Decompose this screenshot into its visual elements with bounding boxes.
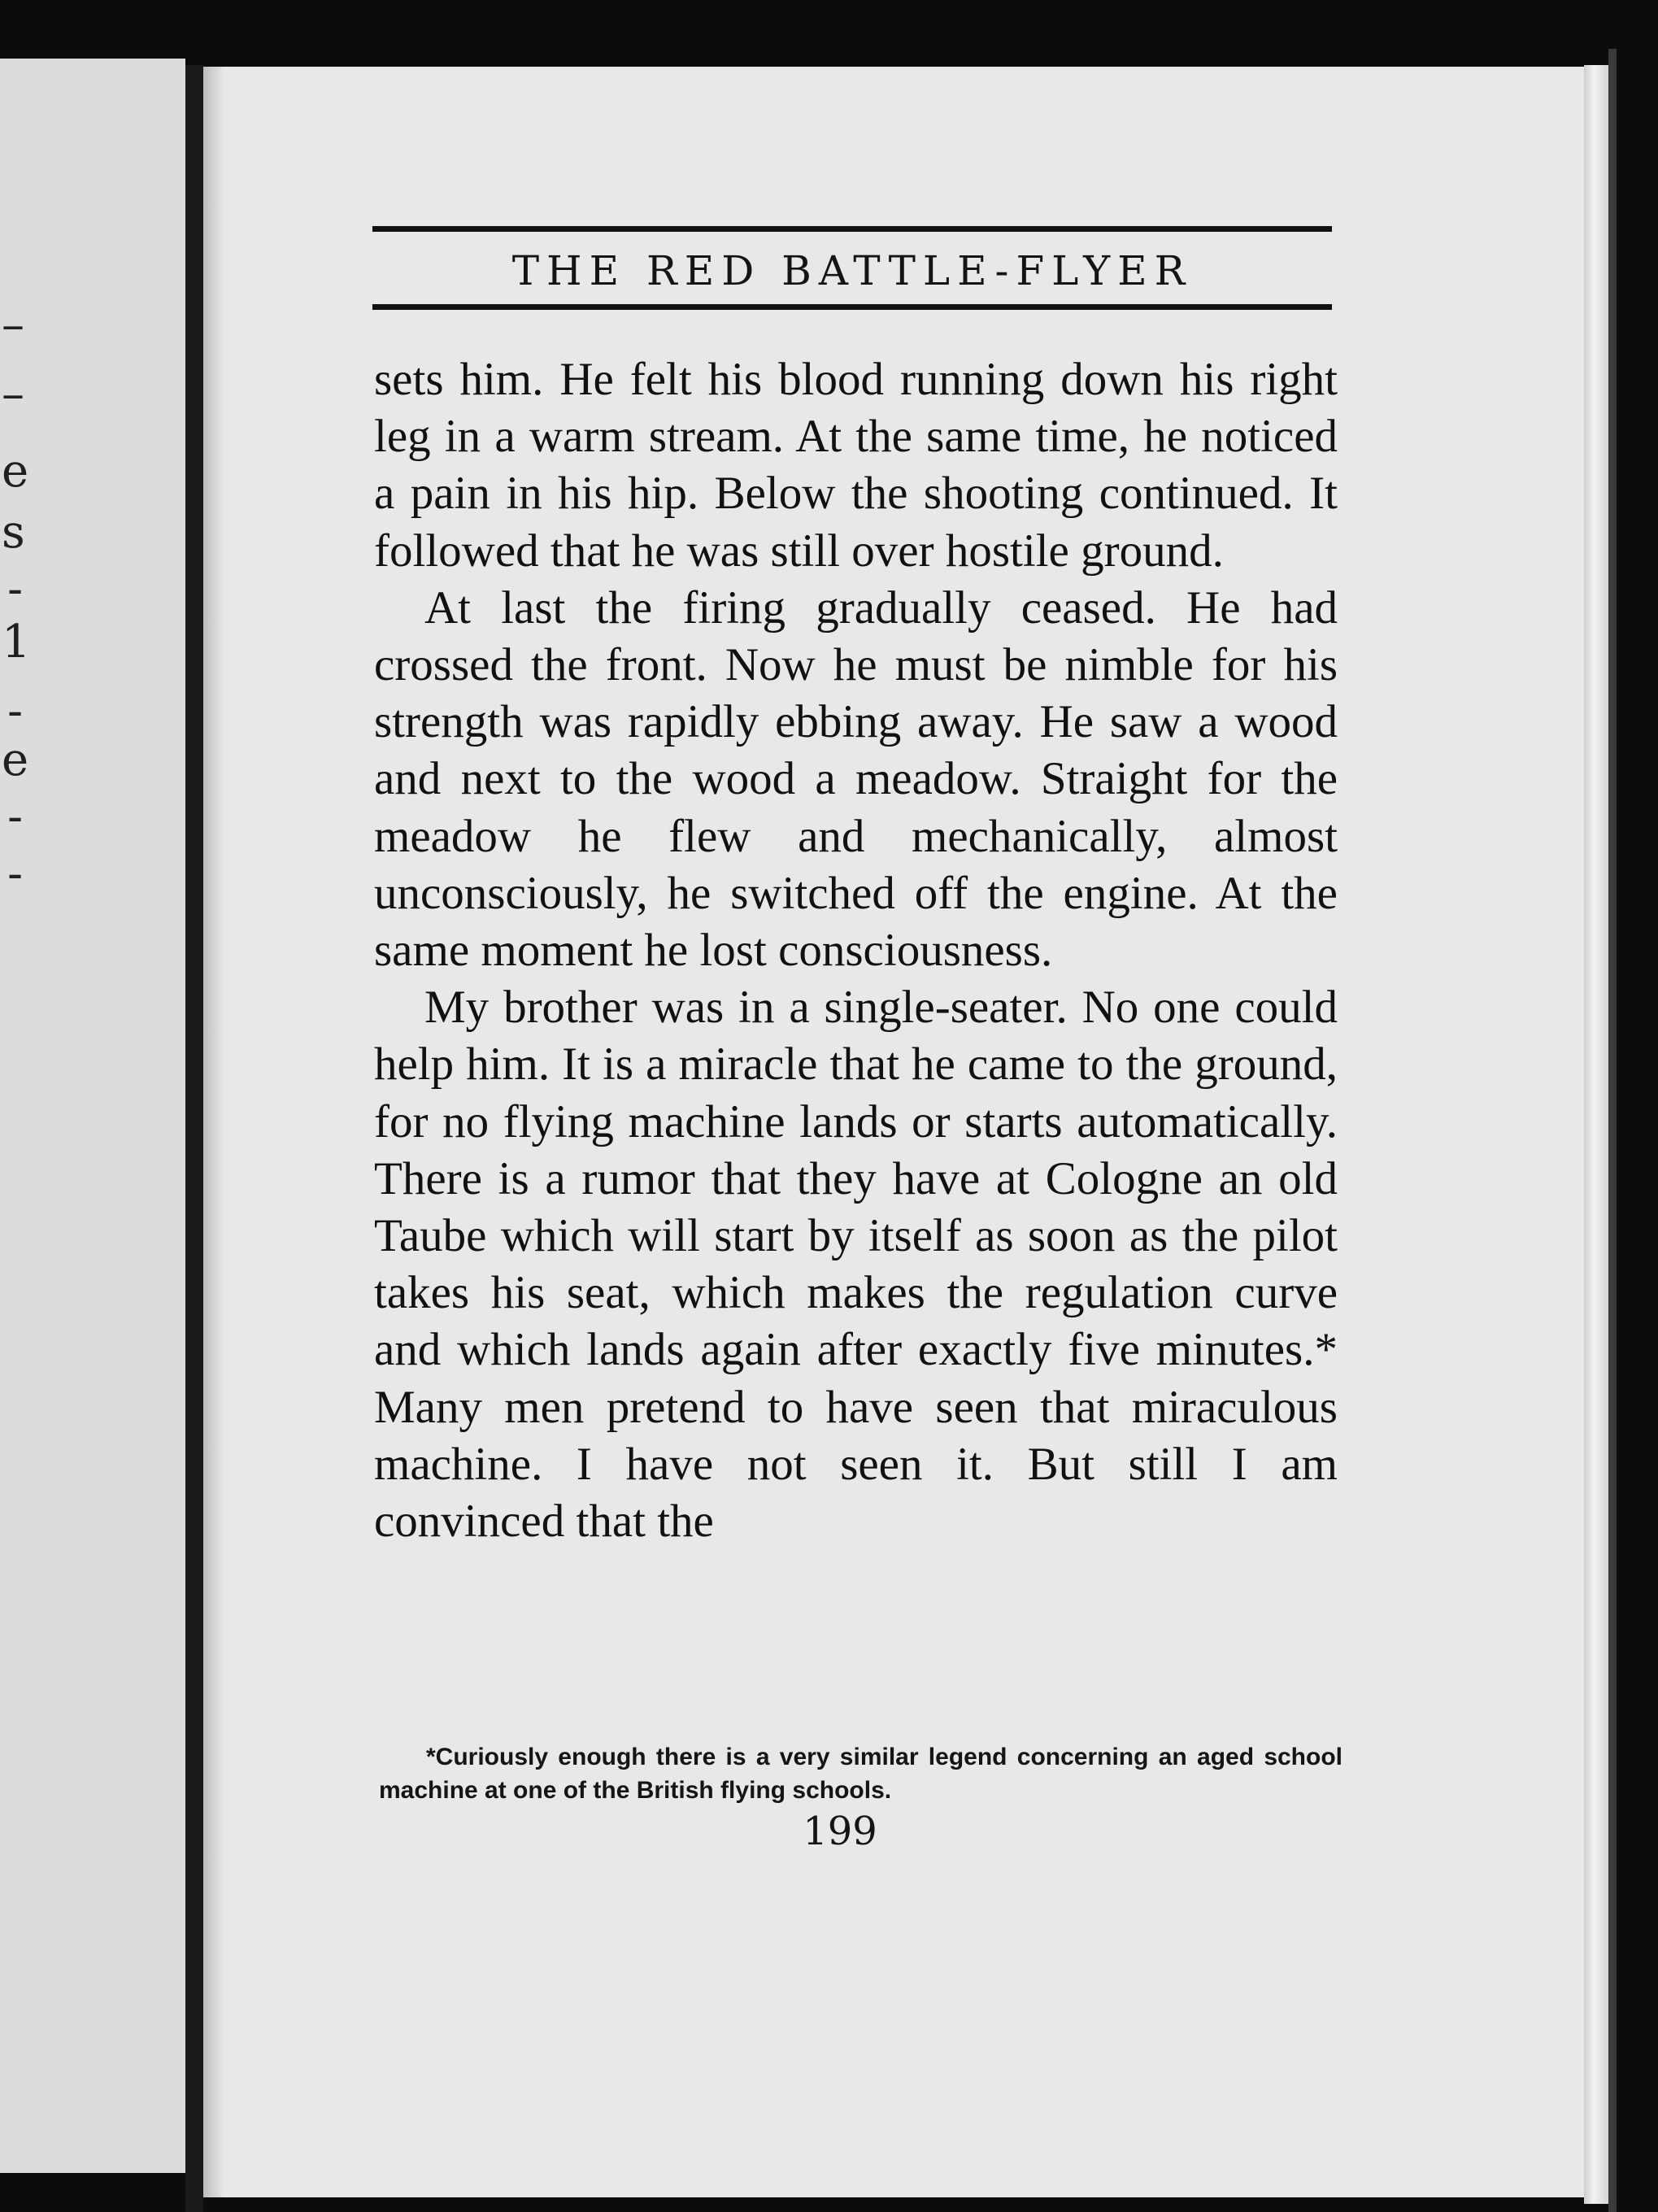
previous-page-char: s bbox=[2, 506, 25, 559]
running-head: THE RED BATTLE-FLYER bbox=[511, 247, 1193, 294]
previous-page-char: – bbox=[2, 298, 24, 351]
header-rule-top bbox=[372, 226, 1332, 232]
previous-page-char: 1 bbox=[2, 616, 31, 668]
paragraph: At last the firing gradually ceased. He had crossed the front. Now he must be nimble for his strength was rapidly ebbing away. He saw a wood and next to the wood a meadow. Straight for the meadow he flew and mechanically, almost unconsciously, he switched off the engine. At the same moment he lost consciousness. bbox=[374, 581, 1338, 977]
page-number: 199 bbox=[803, 1809, 877, 1854]
paragraph: My brother was in a single-seater. No one could help him. It is a miracle that he came to the ground, for no flying machine lands or starts automatically. There is a rumor that they have at Cologne an old Taube which will start by itself as soon as the pilot takes his seat, which makes the regulation curve and which lands again after exactly five minutes.* Many men pretend to have seen that miraculous machine. I have not seen it. But still I am convinced that the bbox=[374, 982, 1338, 1548]
previous-page-char: e bbox=[2, 734, 29, 786]
previous-page-char: - bbox=[7, 685, 23, 738]
paragraph: sets him. He felt his blood running down his right leg in a warm stream. At the same time, he noticed a pain in his hip. Below the shooting continued. It followed that he was still over hostile ground. bbox=[374, 354, 1338, 577]
book-gutter bbox=[185, 65, 203, 2212]
previous-page-char: - bbox=[7, 563, 23, 616]
body-text bbox=[374, 351, 1338, 1550]
previous-page-char: - bbox=[7, 790, 23, 843]
previous-page-char: – bbox=[2, 368, 24, 420]
previous-page-char: e bbox=[2, 445, 29, 498]
header-rule-bottom bbox=[372, 304, 1332, 310]
previous-page-fragment bbox=[0, 59, 185, 2173]
page-edge bbox=[1584, 65, 1608, 2204]
page-fold-shadow bbox=[203, 67, 224, 2197]
footnote: *Curiously enough there is a very similar legend concerning an aged school machine at one of the British flying schools. bbox=[379, 1744, 1343, 1804]
scan-border bbox=[1608, 49, 1617, 2212]
previous-page-char: - bbox=[7, 847, 23, 900]
previous-page-line-ends bbox=[0, 59, 185, 953]
